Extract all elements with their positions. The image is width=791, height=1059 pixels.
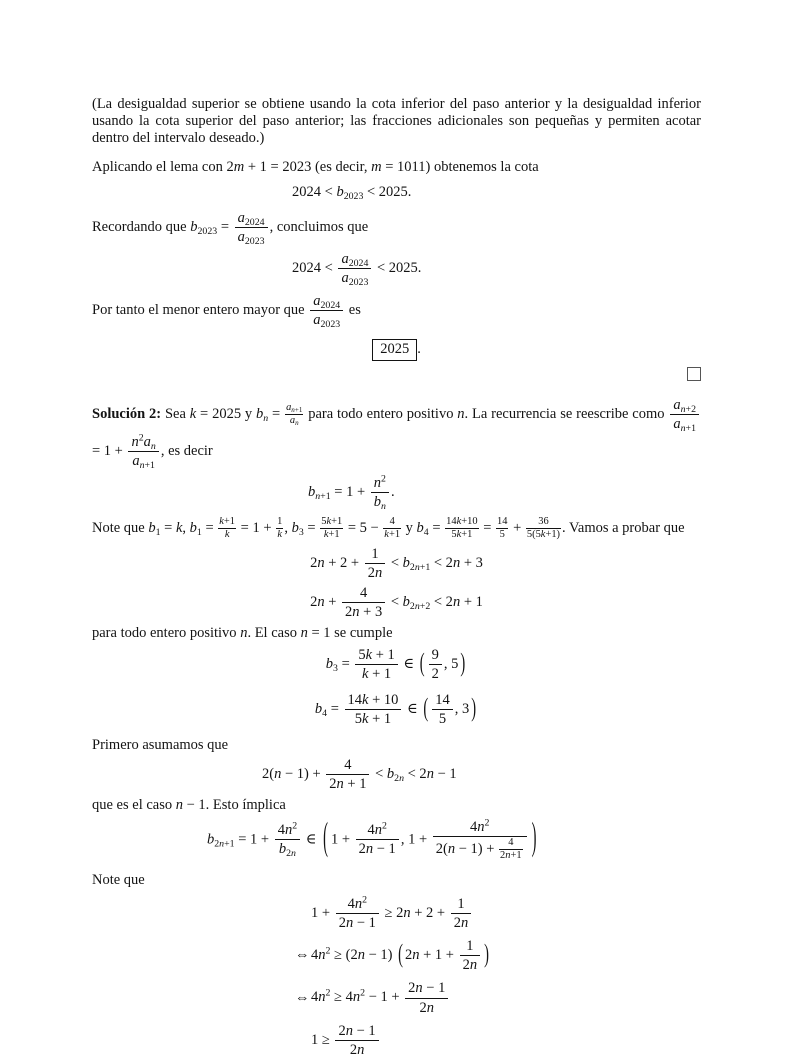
equation-inductive-hypothesis: 2(n − 1) + $\frac{4}{2n + 1}$ < $b_{2n} < 2n - 1$ bbox=[262, 756, 457, 792]
paragraph-caso-n1: para todo entero positivo n. El caso n = 1 se cumple bbox=[92, 625, 393, 641]
equation-induction-claims bbox=[92, 545, 701, 622]
paragraph-aplicando-lema: Aplicando el lema con 2m + 1 = 2023 (es decir, m = 1011) obtenemos la cota bbox=[92, 159, 539, 175]
paragraph-primero-asumamos: Primero asumamos que bbox=[92, 736, 229, 753]
equation-b4-interval: $b_4$ = $\frac{14k + 10}{5k + 1}$ ∈ ( $\frac{14}{5}$ , 3 ) bbox=[314, 692, 477, 728]
equation-recurrence-bn: $b_{n+1} = 1$ + $\frac{n^2}{b_n}$ . bbox=[308, 473, 395, 513]
paragraph-recordando: Recordando que $b_{2023}$ = $\frac{a_{2024}}{a_{2023}}$ , concluimos que bbox=[92, 210, 369, 248]
equation-claim-even: 2n + $\frac{4}{2n + 3}$ < $b_{2n+2} < 2n + 1$ bbox=[310, 584, 483, 620]
equation-b3-interval: $b_3$ = $\frac{5k + 1}{k + 1}$ ∈ ( $\frac{9}{2}$ , 5 ) bbox=[325, 647, 466, 683]
equation-b2n1-interval: $b_{2n+1} = 1$ + $\frac{4n^2}{b_{2n}}$ ∈ ( 1 + $\frac{4n^2}{2n - 1}$ , 1 + $4n^2$ 2(n − 1) + $\frac{4}{2n+1}$ ) bbox=[207, 816, 537, 861]
paragraph-que-es-el-caso: que es el caso n − 1. Esto ímplica bbox=[92, 796, 286, 813]
derivation-expression: $4n^2 \ge 4n^2 - 1$ + $\frac{2n - 1}{2n}$ bbox=[311, 979, 450, 1016]
equation-b2023-bound: $2024 < b_{2023} < 2025$. bbox=[292, 184, 412, 202]
derivation-expression: 1 ≥ $\frac{2n - 1}{2n}$ bbox=[311, 1022, 381, 1059]
equivalence-arrow-icon: ⇔ bbox=[295, 989, 310, 1006]
equation-boxed-answer: 2025 . bbox=[92, 339, 701, 361]
qed-square-icon bbox=[687, 367, 701, 381]
equation-a2024-a2023-bound: 2024 < $\frac{a_{2024}}{a_{2023}}$ < 2025. bbox=[292, 251, 422, 289]
equation-claim-odd: 2n + 2 + $\frac{1}{2n}$ < $b_{2n+1} < 2n + 3$ bbox=[310, 545, 483, 581]
paragraph-por-tanto: Por tanto el menor entero mayor que $\frac{a_{2024}}{a_{2023}}$ es bbox=[92, 292, 361, 330]
derivation-expression: 1 + $\frac{4n^2}{2n - 1}$ ≥ 2n + 2 + $\frac{1}{2n}$ bbox=[311, 895, 473, 932]
derivation-row bbox=[295, 1022, 701, 1059]
derivation-row bbox=[295, 895, 701, 932]
paragraph-solucion-2: Solución 2: Sea k = 2025 y $b_n$ = $\frac{a_{n+1}}{a_n}$ para todo entero positivo n. La recurrencia se reescribe como $\frac{a_{n+2}}{a_{n+1}}$ = 1 + $\frac{n^2a_n}{a_{n+1}}$ , es decir bbox=[92, 396, 701, 471]
qed-row bbox=[92, 367, 701, 386]
derivation-expression: $4n^2 \ge (2n - 1)$ ( 2n + 1 + $\frac{1}{2n}$ ) bbox=[311, 938, 489, 974]
paragraph-note-que: Note que bbox=[92, 871, 145, 888]
derivation-row bbox=[295, 937, 701, 974]
equation-chain-derivation bbox=[295, 895, 701, 1059]
paragraph-parenthetical-note: (La desigualdad superior se obtiene usando la cota inferior del paso anterior y la desigualdad inferior usando la cota superior del paso anterior; las fracciones adicionales son pequeñas y permiten acotar dentro del intervalo deseado.) bbox=[92, 96, 701, 146]
derivation-row bbox=[295, 979, 701, 1016]
equation-base-cases bbox=[92, 646, 701, 729]
paragraph-note-que-b-values: Note que $b_1 = k$, $b_1$ = $\frac{k+1}{k}$ = 1 + $\frac{1}{k}$ , $b_3$ = $\frac{5k+1}{k+1}$ = 5 − $\frac{4}{k+1}$ y $b_4$ = $\frac{14k+10}{5k+1}$ = $\frac{14}{5}$ + $\frac{36}{5(5k+1)}$ . Vamos a probar que bbox=[92, 515, 685, 540]
equivalence-arrow-icon: ⇔ bbox=[295, 947, 310, 964]
